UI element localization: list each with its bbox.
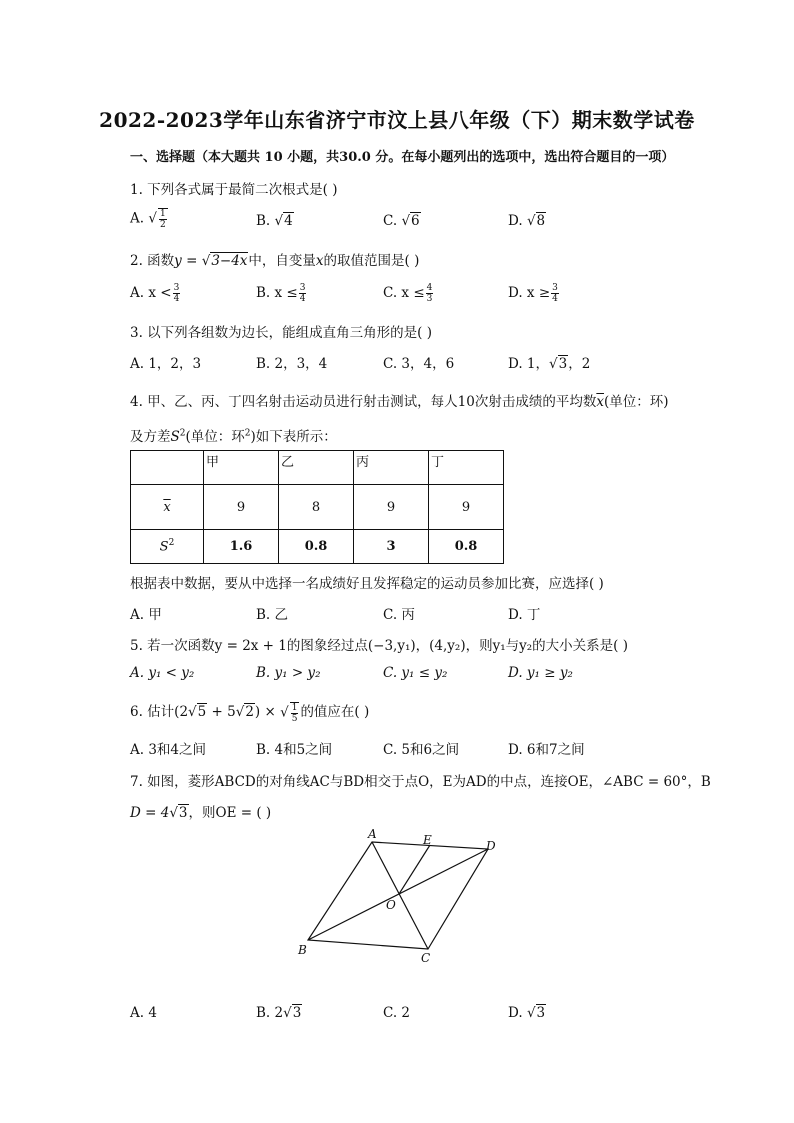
q1-option-a[interactable]: A. √ $\frac{1}{2}$ xyxy=(130,208,169,230)
diagonal-ac xyxy=(372,842,428,949)
q6-option-b[interactable]: B. 4和5之间 xyxy=(256,742,333,758)
label-d: D xyxy=(486,839,496,853)
table-cell: 0.8 xyxy=(279,530,354,564)
q3-option-b[interactable]: B. 2，3，4 xyxy=(256,356,328,372)
table-cell: 9 xyxy=(354,485,429,530)
sqrt-fraction: √ $\frac{1}{2}$ xyxy=(148,209,166,230)
q5-option-a[interactable]: A. y₁ < y₂ xyxy=(130,665,195,681)
q7-stem-line1: 7. 如图，菱形ABCD的对角线AC与BD相交于点O，E为AD的中点，连接OE，∠ABC = 60°，B xyxy=(130,774,711,790)
q4-option-a[interactable]: A. 甲 xyxy=(130,607,162,623)
label-c: C xyxy=(421,951,431,965)
q3-stem: 3. 以下列各组数为边长，能组成直角三角形的是( ) xyxy=(130,325,432,341)
table-cell: 1.6 xyxy=(204,530,279,564)
table-cell: 9 xyxy=(429,485,504,530)
q3-option-a[interactable]: A. 1，2，3 xyxy=(130,356,202,372)
q4-stem: 4. 甲、乙、丙、丁四名射击运动员进行射击测试，每人10次射击成绩的平均数$\overline{x}$(单位：环) xyxy=(130,394,669,410)
q1-option-b[interactable]: B. √4 xyxy=(256,213,293,229)
q5-option-d[interactable]: D. y₁ ≥ y₂ xyxy=(508,665,573,681)
q6-stem: 6. 估计(2√5 + 5√2) × √ $\frac{1}{5}$ 的值应在( ) xyxy=(130,702,370,724)
table-cell: 9 xyxy=(204,485,279,530)
q2-option-b[interactable]: B. x ≤ $\frac{3}{4}$ xyxy=(256,283,306,304)
q3-option-d[interactable]: D. 1，√3，2 xyxy=(508,356,591,372)
rhombus-outline xyxy=(308,842,488,949)
label-o: O xyxy=(386,898,396,912)
q3-option-c[interactable]: C. 3，4，6 xyxy=(383,356,455,372)
q4-stem-2: 及方差$S^2$(单位：环$^2$)如下表所示： xyxy=(130,428,337,445)
q7-option-c[interactable]: C. 2 xyxy=(383,1005,411,1021)
q4-followup: 根据表中数据，要从中选择一名成绩好且发挥稳定的运动员参加比赛，应选择( ) xyxy=(130,576,604,592)
q2-option-c[interactable]: C. x ≤ $\frac{4}{3}$ xyxy=(383,283,433,304)
header-jia: 甲 xyxy=(204,451,279,485)
q1-stem: 1. 下列各式属于最简二次根式是( ) xyxy=(130,182,338,198)
section-header: 一、选择题（本大题共 10 小题，共30.0 分。在每小题列出的选项中，选出符合题目的一项） xyxy=(130,150,675,165)
q5-stem: 5. 若一次函数y = 2x + 1的图象经过点(−3,y₁)，(4,y₂)，则y₁与y₂的大小关系是( ) xyxy=(130,638,628,654)
q7-option-b[interactable]: B. 2√3 xyxy=(256,1005,302,1021)
q2-stem: 2. 函数y = √3−4x中，自变量x的取值范围是( ) xyxy=(130,253,420,269)
label-e: E xyxy=(423,833,432,847)
q6-option-c[interactable]: C. 5和6之间 xyxy=(383,742,460,758)
header-bing: 丙 xyxy=(354,451,429,485)
q4-data-table xyxy=(130,450,504,564)
q4-option-d[interactable]: D. 丁 xyxy=(508,607,541,623)
q5-option-b[interactable]: B. y₁ > y₂ xyxy=(256,665,321,681)
q5-option-c[interactable]: C. y₁ ≤ y₂ xyxy=(383,665,448,681)
q1-option-d[interactable]: D. √8 xyxy=(508,213,546,229)
page-title: 2022-2023学年山东省济宁市汶上县八年级（下）期末数学试卷 xyxy=(99,108,695,132)
header-ding: 丁 xyxy=(429,451,504,485)
q4-option-c[interactable]: C. 丙 xyxy=(383,607,415,623)
rhombus-figure xyxy=(290,822,510,972)
table-corner xyxy=(131,451,204,485)
label-b: B xyxy=(298,943,307,957)
q2-option-d[interactable]: D. x ≥ $\frac{3}{4}$ xyxy=(508,283,558,304)
table-cell: 8 xyxy=(279,485,354,530)
q6-option-a[interactable]: A. 3和4之间 xyxy=(130,742,207,758)
q6-option-d[interactable]: D. 6和7之间 xyxy=(508,742,585,758)
table-cell: 0.8 xyxy=(429,530,504,564)
q7-option-d[interactable]: D. √3 xyxy=(508,1005,546,1021)
label-a: A xyxy=(368,827,377,841)
table-cell: 3 xyxy=(354,530,429,564)
q7-stem-line2: D = 4√3，则OE = ( ) xyxy=(130,805,272,821)
row-label-variance: $S^2$ xyxy=(131,530,204,564)
header-yi: 乙 xyxy=(279,451,354,485)
q4-option-b[interactable]: B. 乙 xyxy=(256,607,289,623)
q2-option-a[interactable]: A. x < $\frac{3}{4}$ xyxy=(130,283,180,304)
row-label-mean: $\overline{x}$ xyxy=(131,485,204,530)
q1-option-c[interactable]: C. √6 xyxy=(383,213,420,229)
q7-option-a[interactable]: A. 4 xyxy=(130,1005,157,1021)
